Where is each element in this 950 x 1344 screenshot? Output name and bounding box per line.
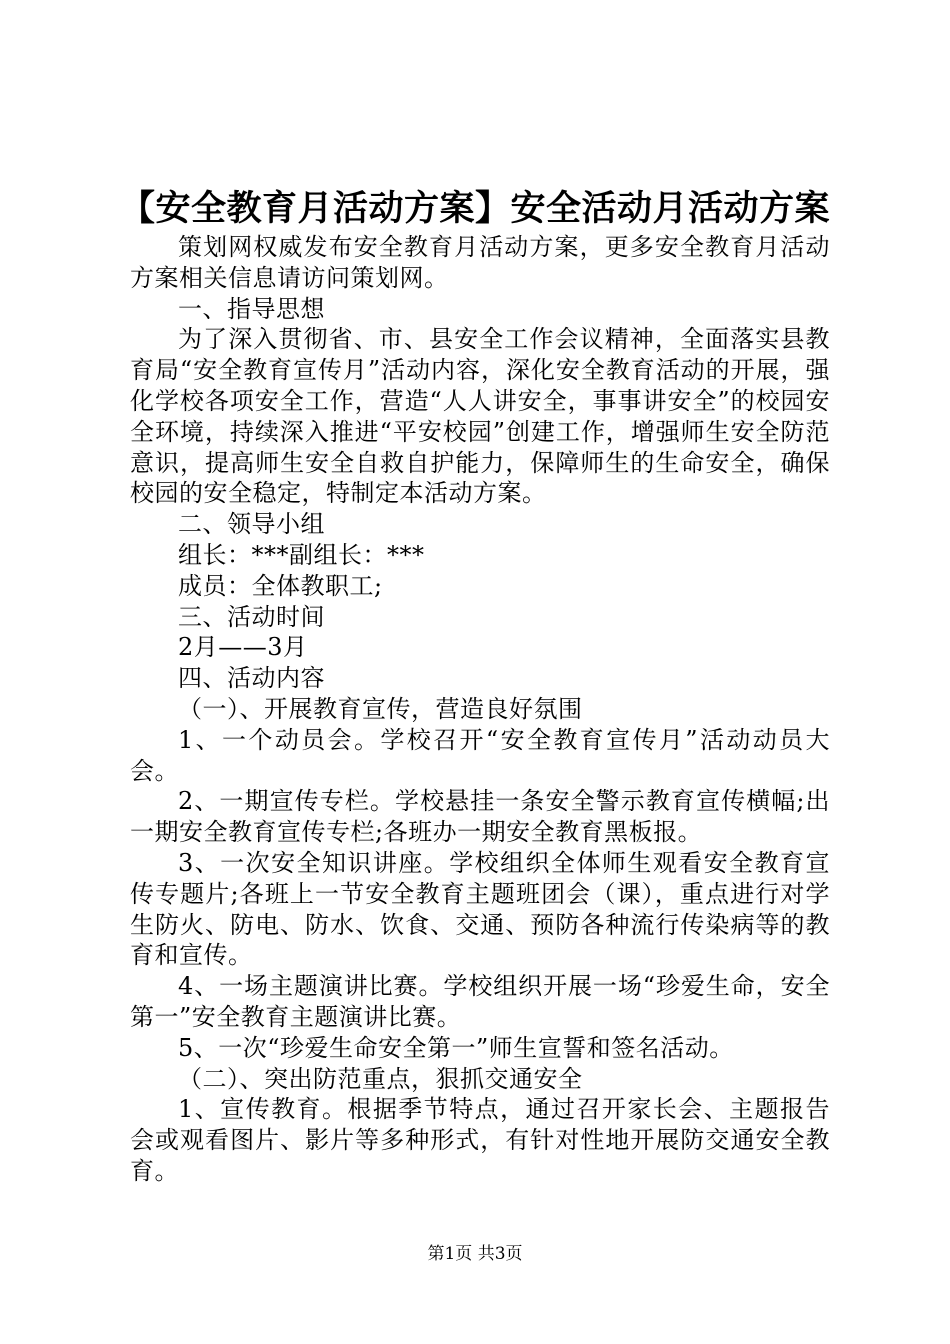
paragraph: 3、一次安全知识讲座。学校组织全体师生观看安全教育宣传专题片;各班上一节安全教育主题班团会（课），重点进行对学生防火、防电、防水、饮食、交通、预防各种流行传染病等的教育和宣传。 (130, 848, 830, 970)
document-title: 【安全教育月活动方案】安全活动月活动方案 (119, 188, 830, 229)
paragraph: 2月——3月 (178, 633, 308, 662)
section-heading: 四、活动内容 (178, 664, 325, 693)
subsection-heading: （一）、开展教育宣传，营造良好氛围 (178, 694, 583, 723)
page-footer: 第1页 共3页 (427, 1244, 523, 1264)
paragraph: 4、一场主题演讲比赛。学校组织开展一场“珍爱生命，安全第一”安全教育主题演讲比赛。 (130, 972, 830, 1031)
subsection-heading: （二）、突出防范重点，狠抓交通安全 (178, 1064, 583, 1093)
paragraph: 1、一个动员会。学校召开“安全教育宣传月”活动动员大会。 (130, 725, 830, 785)
paragraph: 2、一期宣传专栏。学校悬挂一条安全警示教育宣传横幅;出一期安全教育宣传专栏;各班办一期安全教育黑板报。 (130, 787, 830, 847)
section-heading: 二、领导小组 (178, 510, 325, 539)
paragraph: 为了深入贯彻省、市、县安全工作会议精神，全面落实县教育局“安全教育宣传月”活动内容，深化安全教育活动的开展，强化学校各项安全工作，营造“人人讲安全，事事讲安全”的校园安全环境，持续深入推进“平安校园”创建工作，增强师生安全防范意识，提高师生安全自救自护能力，保障师生的生命安全，确保校园的安全稳定，特制定本活动方案。 (130, 325, 830, 508)
document-body (130, 232, 830, 1187)
paragraph: 策划网权威发布安全教育月活动方案，更多安全教育月活动方案相关信息请访问策划网。 (130, 233, 830, 292)
paragraph: 1、宣传教育。根据季节特点，通过召开家长会、主题报告会或观看图片、影片等多种形式，有针对性地开展防交通安全教育。 (130, 1095, 830, 1185)
paragraph: 5、一次“珍爱生命安全第一”师生宣誓和签名活动。 (178, 1033, 734, 1062)
paragraph: 组长：***副组长：*** (178, 540, 425, 569)
paragraph: 成员：全体教职工; (178, 571, 383, 600)
section-heading: 一、指导思想 (178, 294, 325, 323)
section-heading: 三、活动时间 (178, 602, 325, 631)
